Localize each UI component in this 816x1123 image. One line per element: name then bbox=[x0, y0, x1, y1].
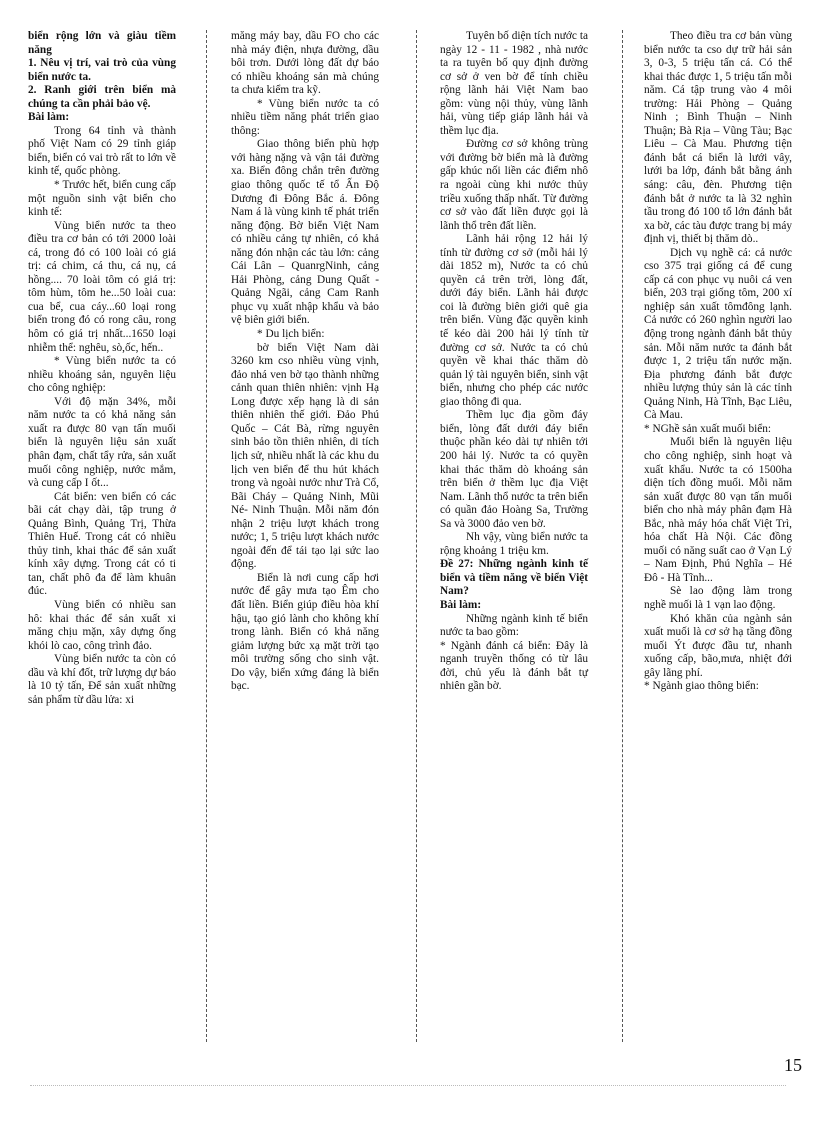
footer-divider bbox=[30, 1085, 786, 1086]
heading-paragraph: biển rộng lớn và giàu tiềm năng bbox=[28, 30, 176, 56]
body-paragraph: Theo điều tra cơ bản vùng biển nước ta cso dự trữ hải sản 3, 0-3, 5 triệu tấn cá. Có thể khai thác được 1, 5 triệu tấn mỗi năm. Cá tập trung vào 4 môi trường: Hải Phòng – Quảng Ninh ; Bình Thuận – Ninh Thuận; Bà Rịa – Vũng Tàu; Bạc Liêu – Cà Mau. Phương tiện đánh bắt cá biển là lưới vây, lưới ba lớp, đánh bắt bằng ánh sáng: câu, đèn. Phương tiện đánh bắt ở nước ta là 32 nghìn tầu trong đó 100 tổ lớn đánh bắt xa bờ, các tàu được trang bị máy định vị, thiết bị thăm dò.. bbox=[644, 30, 792, 246]
body-paragraph: * Ngành đánh cá biển: Đây là nganh truyền thống có từ lâu đời, chủ yếu là đánh bắt tự nhiên gần bờ. bbox=[440, 639, 588, 693]
body-paragraph: Muối biển là nguyên liệu cho công nghiệp, sinh hoạt và xuất khẩu. Nước ta có 1500ha diện tích đồng muối. Mỗi năm sản xuất được 80 vạn tấn muối biển cho nhà máy phân đạm Hà Bắc, nhà máy hóa chất Việt Trì, hóa chất Hà Nội. Các đồng muối có năng suất cao ở Vạn Lý – Nam Định, Phú Nghĩa – Hé Đô - Hà Tĩnh... bbox=[644, 436, 792, 584]
heading-paragraph: 1. Nêu vị trí, vai trò của vùng biển nước ta. bbox=[28, 57, 176, 83]
body-paragraph: * Vùng biển nước ta có nhiều khoáng sản, nguyên liệu cho công nghiệp: bbox=[28, 355, 176, 395]
body-paragraph: Biển là nơi cung cấp hơi nước để gây mưa tạo Êm cho đất liền. Biển giúp điều hòa khí hậu, tạo gió lành cho không khí trong lành. Biển có khả năng giảm lượng bức xạ mặt trời tạo môi trường sống cho sinh vật. Do vậy, biển xứng đáng là biển bạc. bbox=[231, 571, 379, 693]
body-paragraph: * Trước hết, biển cung cấp một nguồn sinh vật biển cho kinh tế: bbox=[28, 179, 176, 219]
body-paragraph: măng máy bay, dầu FO cho các nhà máy điện, nhựa đường, dầu bôi trơn. Dưới lòng đất dự báo có nhiều khoáng sản mà chúng ta chưa kiểm tra kỹ. bbox=[231, 30, 379, 97]
body-paragraph: Thềm lục địa gồm đáy biển, lòng đất dưới đáy biển thuộc phần kéo dài tự nhiên tới 200 hải lý. Nước ta có quyền khai thác thăm dò khoáng sản trên biển ở thềm lục địa Việt Nam. Lãnh thổ nước ta trên biển có quần đảo Hoàng Sa, Trường Sa và 3000 đảo ven bờ. bbox=[440, 409, 588, 530]
body-paragraph: Vùng biển có nhiều san hô: khai thác để sản xuất xi măng chịu mặn, xây dựng ống khói lò cao, công trình đảo. bbox=[28, 598, 176, 652]
body-paragraph: Khó khăn của ngành sản xuất muối là cơ sở hạ tầng đồng muối Ýt được đầu tư, nhanh xuống cấp, bão,mưa, nhiệt đới gây lãng phí. bbox=[644, 612, 792, 679]
text-column-1 bbox=[28, 30, 176, 707]
body-paragraph: Cát biển: ven biển có các bãi cát chạy dài, tập trung ở Quảng Bình, Quảng Trị, Thừa Thiên Huế. Trong cát có nhiều thủy tinh, khai thác để sản xuất kính xây dựng. Trong cát có ti tan, chất phô đa để làm khuân đúc. bbox=[28, 490, 176, 598]
body-paragraph: Với độ mặn 34%, mỗi năm nước ta có khả năng sản xuất ra được 80 vạn tấn muối biển là nguyên liệu sản xuất phân đạm, chất tẩy rửa, sản xuất muối công nghiệp, nước mắm, và cung cấp I ốt... bbox=[28, 395, 176, 490]
body-paragraph: Lãnh hải rộng 12 hải lý tính từ đường cơ sở (mỗi hải lý dài 1852 m), Nước ta có chủ quyền cả trên trời, lòng đất, dưới đáy biển. Lãnh hải được coi là đường biên giới quê gia trên biển. Vùng đặc quyền kinh tế kéo dài 200 hải lý tính từ đường cơ sở. Nước ta có chủ quyền về khai thác thăm dò quản lý tài nguyên biển, sinh vật biển, nhưng cho phép các nước giao thông đi qua. bbox=[440, 233, 588, 408]
heading-paragraph: Bài làm: bbox=[440, 598, 482, 611]
heading-paragraph: Bài làm: bbox=[28, 111, 70, 124]
body-paragraph: Giao thông biển phù hợp với hàng nặng và vận tải đường xa. Biển đông chắn trên đường giao thông quốc tế tổ Ấn Độ Dương đi Đông Bắc á. Đông Nam á là vùng kinh tế phát triển năng động. Bờ biển Việt Nam có nhiều cảng tự nhiên, có khả năng đón nhận các tàu lớn: cảng Cái Lân – QuanrgNinh, cảng Hải Phòng, cảng Dung Quất - Quảng Ngãi, cảng Cam Ranh phục vụ xuất nhập khẩu và bảo vệ biên giới biển. bbox=[231, 138, 379, 327]
body-paragraph: Đường cơ sở không trùng với đường bờ biển mà là đường gấp khúc nối liền các điểm nhô ra ngoài cùng khi nước thủy triều xuống thấp nhất. Từ đường cơ sở vào đất liền được gọi là lãnh thổ trên đất liền. bbox=[440, 138, 588, 232]
body-paragraph: Dịch vụ nghề cá: cả nước cso 375 trại giống cá để cung cấp cá con phục vụ nuôi cá ven biển, 203 trại giống tôm, 200 xí nghiệp sản xuất tômđông lạnh. Cả nước có 260 nghìn người lao động trong ngành đánh bắt thủy sản. Mỗi năm nước ta đánh bắt được 1, 2 triệu tấn nước mặn. Địa phương đánh bắt được nhiều lượng thủy sản là các tỉnh Quảng Ninh, Hà Tĩnh, Bạc Liêu, Cà Mau. bbox=[644, 246, 792, 422]
body-paragraph: Vùng biển nước ta theo điều tra cơ bản có tới 2000 loài cá, trong đó có 100 loài có giá trị: cá chim, cá thu, cá nụ, cá hồng.... 70 loài tôm có giá trị: tôm hùm, tôm he...50 loài cua: cua bể, cua cáy...60 loại rong biển trong đó có rong câu, rong hôm có giá trị nhất...1650 loại nhiễm thể: nghêu, sò,ốc, hến.. bbox=[28, 219, 176, 354]
text-column-4 bbox=[644, 30, 792, 694]
body-paragraph: Trong 64 tỉnh và thành phố Việt Nam có 29 tỉnh giáp biển, biển có vai trò rất to lớn về kinh tế, quốc phòng. bbox=[28, 124, 176, 178]
body-paragraph: * Du lịch biển: bbox=[257, 328, 325, 341]
body-paragraph: Nh vậy, vùng biển nước ta rộng khoảng 1 triệu km. bbox=[440, 531, 588, 557]
heading-paragraph: Đề 27: Những ngành kinh tế biển và tiềm năng về biển Việt Nam? bbox=[440, 558, 588, 598]
body-paragraph: * Ngành giao thông biển: bbox=[644, 680, 759, 693]
text-column-3 bbox=[440, 30, 588, 694]
page-number: 15 bbox=[784, 1055, 802, 1075]
heading-paragraph: 2. Ranh giới trên biển mà chúng ta cần phải bảo vệ. bbox=[28, 84, 176, 110]
body-paragraph: * NGhề sản xuất muối biển: bbox=[644, 422, 772, 435]
body-paragraph: Những ngành kinh tế biển nước ta bao gồm: bbox=[440, 612, 588, 639]
text-column-2 bbox=[231, 30, 379, 694]
body-paragraph: Sè lao động làm trong nghề muối là 1 vạn lao động. bbox=[644, 585, 792, 611]
body-paragraph: Vùng biển nước ta còn có dầu và khí đốt, trữ lượng dự báo là 10 tỷ tấn, Để sản xuất những sản phẩm từ dầu lửa: xi bbox=[28, 653, 176, 706]
column-divider bbox=[622, 30, 623, 1042]
column-divider bbox=[416, 30, 417, 1042]
body-paragraph: * Vùng biển nước ta có nhiều tiềm năng phát triển giao thông: bbox=[231, 97, 379, 137]
column-divider bbox=[206, 30, 207, 1042]
body-paragraph: Tuyên bố diện tích nước ta ngày 12 - 11 - 1982 , nhà nước ta ra tuyên bố quy định đường cơ sở ở ven bờ để tính chiều rộng lãnh hải Việt Nam bao gồm: vùng nội thủy, vùng lãnh hải, vùng tiếp giáp lãnh hải và thềm lục địa. bbox=[440, 30, 588, 137]
body-paragraph: bờ biển Việt Nam dài 3260 km cso nhiều vùng vịnh, đảo nhá ven bờ tạo thành những cảnh quan thiên nhiên: vịnh Hạ Long được xếp hạng là di sản thiên nhiên thế giới. Đảo Phú Quốc – Cát Bà, rừng nguyên sinh bảo tồn thiên nhiên, di tích lịch sử, nhiều nhất là các khu du lịch ven biển để thu hút khách trong và ngoài nước như Trà Cổ, Bãi Cháy – Quảng Ninh, Mũi Né- Ninh Thuận. Mỗi năm đón nhận 2 triệu lượt khách trong nước; 1, 5 triệu lượt khách nước ngoài đến để tái tạo lại sức lao động. bbox=[231, 341, 379, 571]
